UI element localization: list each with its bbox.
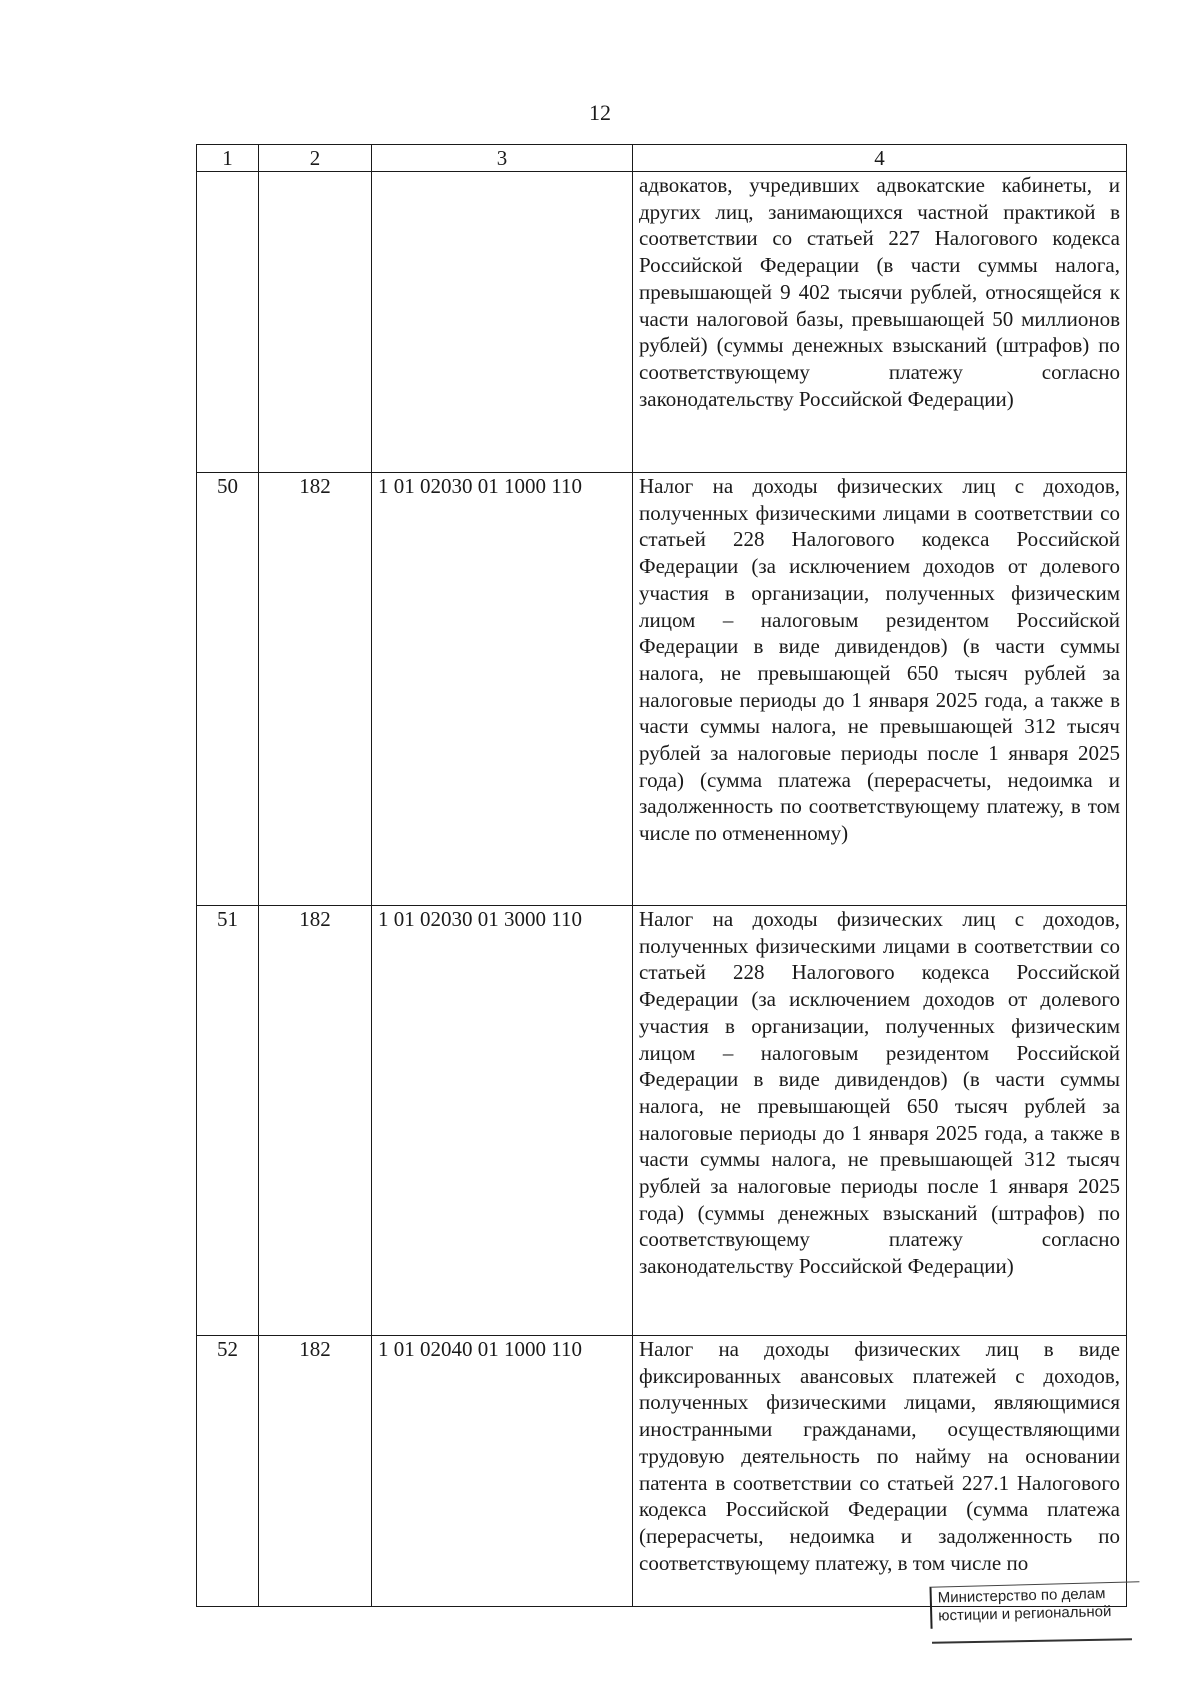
table-row xyxy=(197,473,1127,906)
stamp-line: юстиции и региональной xyxy=(938,1603,1112,1625)
column-header: 2 xyxy=(259,145,372,172)
column-header: 1 xyxy=(197,145,259,172)
column-header: 3 xyxy=(372,145,633,172)
budget-code: 1 01 02030 01 3000 110 xyxy=(372,906,633,1336)
column-header: 4 xyxy=(633,145,1127,172)
budget-code xyxy=(372,172,633,473)
budget-code: 1 01 02030 01 1000 110 xyxy=(372,473,633,906)
stamp-line: Министерство по делам xyxy=(937,1585,1106,1607)
income-description: адвокатов, учредивших адвокатские кабинеты, и других лиц, занимающихся частной практикой в соответствии со статьей 227 Налогового кодекса Российской Федерации (в части суммы налога, превышающей 9 402 тысячи рублей, относящейся к части налоговой базы, превышающей 50 миллионов рублей) (суммы денежных взысканий (штрафов) по соответствующему платежу согласно законодательству Российской Федерации) xyxy=(633,172,1127,473)
admin-code: 182 xyxy=(259,906,372,1336)
admin-code: 182 xyxy=(259,473,372,906)
table-row xyxy=(197,906,1127,1336)
page-number: 12 xyxy=(589,100,611,125)
table-row xyxy=(197,172,1127,473)
stamp-underline xyxy=(932,1638,1132,1643)
income-description: Налог на доходы физических лиц с доходов, полученных физическими лицами в соответствии со статьей 228 Налогового кодекса Российской Федерации (за исключением доходов от долевого участия в организации, полученных физическим лицом – налоговым резидентом Российской Федерации в виде дивидендов) (в части суммы налога, не превышающей 650 тысяч рублей за налоговые периоды до 1 января 2025 года, а также в части суммы налога, не превышающей 312 тысяч рублей за налоговые периоды после 1 января 2025 года) (сумма платежа (перерасчеты, недоимка и задолженность по соответствующему платежу, в том числе по отмененному) xyxy=(633,473,1127,906)
table-row xyxy=(197,1336,1127,1607)
income-description: Налог на доходы физических лиц с доходов, полученных физическими лицами в соответствии со статьей 228 Налогового кодекса Российской Федерации (за исключением доходов от долевого участия в организации, полученных физическим лицом – налоговым резидентом Российской Федерации в виде дивидендов) (в части суммы налога, не превышающей 650 тысяч рублей за налоговые периоды до 1 января 2025 года, а также в части суммы налога, не превышающей 312 тысяч рублей за налоговые периоды после 1 января 2025 года) (суммы денежных взысканий (штрафов) по соответствующему платежу согласно законодательству Российской Федерации) xyxy=(633,906,1127,1336)
ministry-stamp xyxy=(929,1581,1140,1628)
admin-code xyxy=(259,172,372,473)
budget-classification-table xyxy=(196,144,1127,1607)
admin-code: 182 xyxy=(259,1336,372,1607)
row-number: 52 xyxy=(197,1336,259,1607)
budget-code: 1 01 02040 01 1000 110 xyxy=(372,1336,633,1607)
row-number: 50 xyxy=(197,473,259,906)
table-header-row xyxy=(197,145,1127,172)
row-number: 51 xyxy=(197,906,259,1336)
row-number xyxy=(197,172,259,473)
income-description: Налог на доходы физических лиц в виде фиксированных авансовых платежей с доходов, полученных физическими лицами, являющимися иностранными гражданами, осуществляющими трудовую деятельность по найму на основании патента в соответствии со статьей 227.1 Налогового кодекса Российской Федерации (сумма платежа (перерасчеты, недоимка и задолженность по соответствующему платежу, в том числе по xyxy=(633,1336,1127,1607)
